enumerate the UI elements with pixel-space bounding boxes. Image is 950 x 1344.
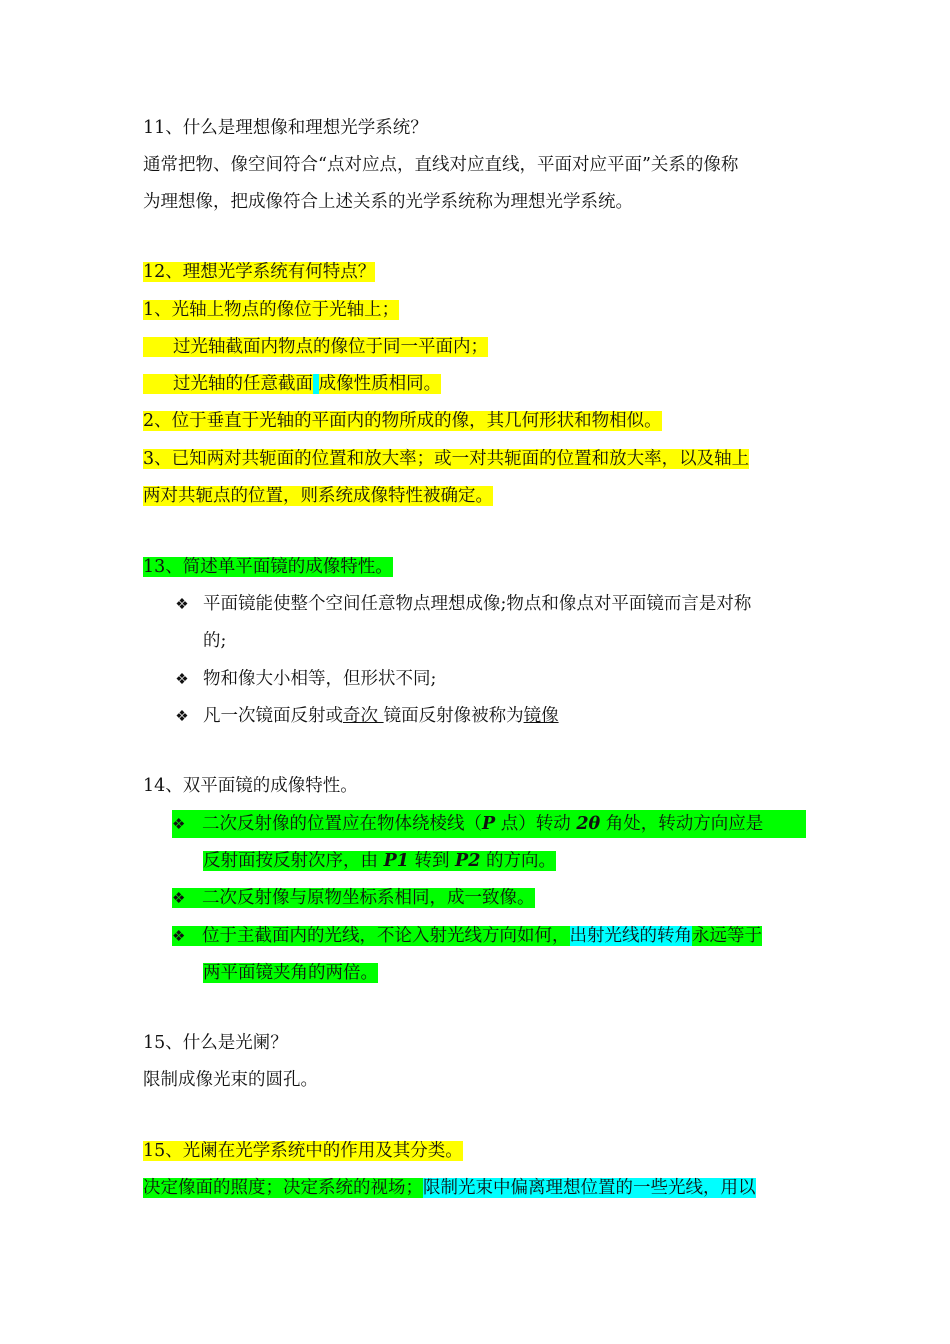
q12-point1b: 过光轴截面内物点的像位于同一平面内；: [143, 333, 488, 361]
q14-title: 14、双平面镜的成像特性。: [143, 776, 358, 796]
q15b-title: 15、光阑在光学系统中的作用及其分类。: [143, 1141, 463, 1161]
q12-title: 12、理想光学系统有何特点？: [143, 262, 376, 282]
bullet-diamond-icon: ❖: [175, 670, 189, 688]
q11-title: 11、什么是理想像和理想光学系统？: [143, 118, 428, 138]
bullet-diamond-icon: ❖: [175, 707, 189, 725]
bullet-diamond-icon: ❖: [172, 815, 186, 833]
q15a-answer: 限制成像光束的圆孔。: [143, 1070, 318, 1090]
q14-bullet3-line1: ❖ 位于主截面内的光线，不论入射光线方向如何，出射光线的转角永远等于: [172, 922, 762, 950]
q13-bullet1-line2: 的;: [203, 631, 227, 651]
bullet-diamond-icon: ❖: [172, 889, 186, 907]
q13-bullet2: 物和像大小相等，但形状不同;: [203, 669, 437, 689]
bullet-diamond-icon: ❖: [172, 927, 186, 945]
q11-answer-line2: 为理想像，把成像符合上述关系的光学系统称为理想光学系统。: [143, 192, 633, 212]
q11-answer-line1: 通常把物、像空间符合“点对应点，直线对应直线，平面对应平面”关系的像称: [143, 155, 739, 175]
q12-point1c: 过光轴的任意截面 成像性质相同。: [143, 370, 441, 398]
q12-point1: 1、光轴上物点的像位于光轴上；: [143, 300, 400, 320]
q15a-title: 15、什么是光阑？: [143, 1033, 288, 1053]
q12-point3-line1: 3、已知两对共轭面的位置和放大率；或一对共轭面的位置和放大率，以及轴上: [143, 449, 750, 469]
bullet-diamond-icon: ❖: [175, 595, 189, 613]
q14-bullet2: ❖ 二次反射像与原物坐标系相同，成一致像。: [172, 884, 535, 912]
q13-bullet1-line1: 平面镜能使整个空间任意物点理想成像;物点和像点对平面镜而言是对称: [203, 594, 752, 614]
q12-point2: 2、位于垂直于光轴的平面内的物所成的像，其几何形状和物相似。: [143, 411, 662, 431]
q13-title: 13、简述单平面镜的成像特性。: [143, 557, 393, 577]
q13-bullet3: 凡一次镜面反射或奇次 镜面反射像被称为镜像: [203, 706, 559, 726]
q14-bullet3-line2: 两平面镜夹角的两倍。: [203, 963, 378, 983]
q12-point3-line2: 两对共轭点的位置，则系统成像特性被确定。: [143, 486, 493, 506]
q14-bullet1-line2: 反射面按反射次序，由 P1 转到 P2 的方向。: [203, 851, 556, 871]
q15b-answer-line1: 决定像面的照度；决定系统的视场；限制光束中偏离理想位置的一些光线，用以: [143, 1178, 756, 1198]
q14-bullet1-line1: ❖ 二次反射像的位置应在物体绕棱线（P 点）转动 2θ 角处，转动方向应是: [172, 810, 806, 838]
